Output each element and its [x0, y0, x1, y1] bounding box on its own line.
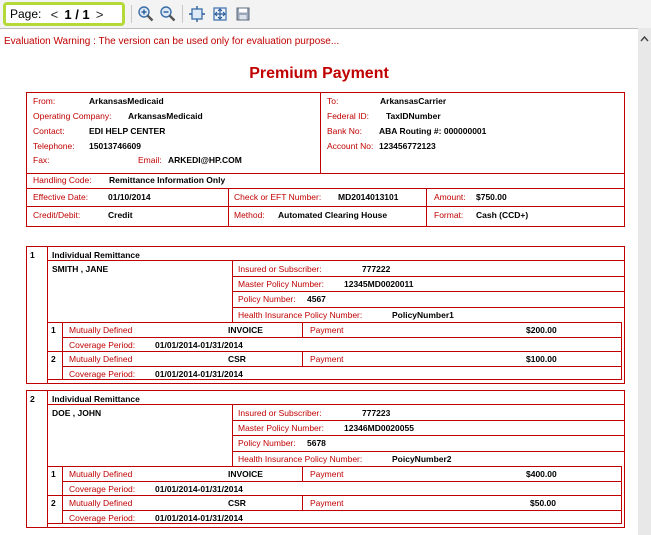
chevron-up-icon — [639, 34, 650, 44]
policy-number-value: 4567 — [307, 294, 326, 304]
subscriber-name: DOE , JOHN — [52, 408, 102, 418]
header-divider — [426, 188, 427, 227]
remittance-number: 1 — [30, 250, 35, 260]
reference-value: INVOICE — [228, 325, 263, 335]
check-number-label: Check or EFT Number: — [234, 192, 322, 202]
zoom-in-button[interactable] — [137, 5, 155, 23]
evaluation-warning: Evaluation Warning : The version can be used only for evaluation purpose... — [4, 36, 340, 47]
hi-policy-label: Health Insurance Policy Number: — [238, 454, 363, 464]
master-policy-label: Master Policy Number: — [238, 423, 324, 433]
amount-label: Amount: — [434, 192, 466, 202]
table-divider — [62, 481, 622, 482]
email-value: ARKEDI@HP.COM — [168, 155, 242, 165]
next-page-button[interactable]: > — [95, 6, 104, 22]
format-value: Cash (CCD+) — [476, 210, 529, 220]
table-divider — [47, 351, 622, 352]
bank-no-value: ABA Routing #: 000000001 — [379, 126, 487, 136]
operating-company-value: ArkansasMedicaid — [128, 111, 203, 121]
insured-label: Insured or Subscriber: — [238, 264, 322, 274]
from-value: ArkansasMedicaid — [89, 96, 164, 106]
contact-value: EDI HELP CENTER — [89, 126, 166, 136]
page-label: Page: — [10, 7, 42, 21]
fax-label: Fax: — [33, 155, 50, 165]
master-policy-label: Master Policy Number: — [238, 279, 324, 289]
payment-value: $50.00 — [530, 498, 556, 508]
mutually-defined-label: Mutually Defined — [69, 354, 133, 364]
page-number: 1 / 1 — [64, 6, 90, 22]
credit-debit-label: Credit/Debit: — [33, 210, 81, 220]
remittance-title: Individual Remittance — [52, 394, 140, 404]
remittance-title: Individual Remittance — [52, 250, 140, 260]
coverage-period-value: 01/01/2014-01/31/2014 — [155, 484, 243, 494]
table-divider — [47, 495, 622, 496]
header-divider — [26, 188, 625, 189]
policy-number-label: Policy Number: — [238, 294, 296, 304]
format-label: Format: — [434, 210, 464, 220]
table-divider — [62, 510, 622, 511]
table-divider — [232, 307, 625, 308]
federal-id-label: Federal ID: — [327, 111, 370, 121]
amount-value: $750.00 — [476, 192, 507, 202]
coverage-period-value: 01/01/2014-01/31/2014 — [155, 369, 243, 379]
viewer-frame — [0, 28, 638, 29]
telephone-label: Telephone: — [33, 141, 75, 151]
coverage-period-label: Coverage Period: — [69, 369, 136, 379]
table-divider — [62, 366, 622, 367]
document-title: Premium Payment — [249, 65, 389, 82]
table-divider — [232, 451, 625, 452]
coverage-period-label: Coverage Period: — [69, 513, 136, 523]
payment-value: $100.00 — [526, 354, 557, 364]
toolbar — [0, 0, 651, 28]
reference-value: INVOICE — [228, 469, 263, 479]
payment-label: Payment — [310, 354, 344, 364]
reference-value: CSR — [228, 498, 246, 508]
effective-date-value: 01/10/2014 — [108, 192, 151, 202]
table-divider — [302, 351, 303, 366]
master-policy-value: 12346MD0020055 — [344, 423, 414, 433]
method-value: Automated Clearing House — [278, 210, 388, 220]
page-navigator — [3, 2, 125, 26]
table-divider — [302, 322, 303, 337]
from-label: From: — [33, 96, 56, 106]
floppy-disk-icon — [234, 5, 252, 23]
payment-label: Payment — [310, 498, 344, 508]
remittance-number: 2 — [30, 394, 35, 404]
toolbar-separator — [131, 5, 132, 23]
line-number: 1 — [51, 325, 56, 335]
master-policy-value: 12345MD0020011 — [344, 279, 414, 289]
insured-label: Insured or Subscriber: — [238, 408, 322, 418]
payment-value: $400.00 — [526, 469, 557, 479]
policy-number-value: 5678 — [307, 438, 326, 448]
fit-width-icon — [211, 5, 229, 23]
payment-label: Payment — [310, 469, 344, 479]
payment-value: $200.00 — [526, 325, 557, 335]
table-divider — [62, 337, 622, 338]
handling-code-value: Remittance Information Only — [109, 175, 226, 185]
insured-value: 777222 — [362, 264, 391, 274]
header-divider — [320, 92, 321, 173]
effective-date-label: Effective Date: — [33, 192, 89, 202]
table-divider — [232, 276, 625, 277]
zoom-out-icon — [159, 5, 177, 23]
fit-page-icon — [188, 5, 206, 23]
coverage-period-label: Coverage Period: — [69, 340, 136, 350]
table-divider — [232, 291, 625, 292]
fit-width-button[interactable] — [211, 5, 229, 23]
coverage-period-label: Coverage Period: — [69, 484, 136, 494]
handling-code-label: Handling Code: — [33, 175, 92, 185]
hi-policy-label: Health Insurance Policy Number: — [238, 310, 363, 320]
payment-label: Payment — [310, 325, 344, 335]
prev-page-button[interactable]: < — [50, 6, 59, 22]
mutually-defined-label: Mutually Defined — [69, 498, 133, 508]
table-divider — [302, 495, 303, 510]
toolbar-separator — [182, 5, 183, 23]
contact-label: Contact: — [33, 126, 65, 136]
line-number: 2 — [51, 498, 56, 508]
save-button[interactable] — [234, 5, 252, 23]
mutually-defined-label: Mutually Defined — [69, 469, 133, 479]
header-divider — [228, 188, 229, 227]
to-label: To: — [327, 96, 339, 106]
federal-id-value: TaxIDNumber — [386, 111, 441, 121]
subscriber-name: SMITH , JANE — [52, 264, 109, 274]
table-divider — [302, 466, 303, 481]
table-divider — [232, 435, 625, 436]
email-label: Email: — [138, 155, 162, 165]
header-divider — [26, 173, 625, 174]
line-number: 2 — [51, 354, 56, 364]
coverage-period-value: 01/01/2014-01/31/2014 — [155, 340, 243, 350]
operating-company-label: Operating Company: — [33, 111, 112, 121]
account-no-label: Account No: — [327, 141, 374, 151]
vertical-scrollbar[interactable] — [638, 28, 651, 535]
coverage-period-value: 01/01/2014-01/31/2014 — [155, 513, 243, 523]
reference-value: CSR — [228, 354, 246, 364]
to-value: ArkansasCarrier — [380, 96, 447, 106]
fit-page-button[interactable] — [188, 5, 206, 23]
table-divider — [232, 420, 625, 421]
check-number-value: MD2014013101 — [338, 192, 399, 202]
account-no-value: 123456772123 — [379, 141, 436, 151]
credit-debit-value: Credit — [108, 210, 133, 220]
hi-policy-value: PoicyNumber2 — [392, 454, 452, 464]
insured-value: 777223 — [362, 408, 391, 418]
zoom-out-button[interactable] — [159, 5, 177, 23]
mutually-defined-label: Mutually Defined — [69, 325, 133, 335]
hi-policy-value: PolicyNumber1 — [392, 310, 454, 320]
policy-number-label: Policy Number: — [238, 438, 296, 448]
telephone-value: 15013746609 — [89, 141, 142, 151]
scroll-up-button[interactable] — [639, 31, 650, 41]
method-label: Method: — [234, 210, 265, 220]
line-number: 1 — [51, 469, 56, 479]
header-divider — [26, 206, 625, 207]
document-viewer[interactable] — [0, 28, 638, 535]
bank-no-label: Bank No: — [327, 126, 362, 136]
zoom-in-icon — [137, 5, 155, 23]
